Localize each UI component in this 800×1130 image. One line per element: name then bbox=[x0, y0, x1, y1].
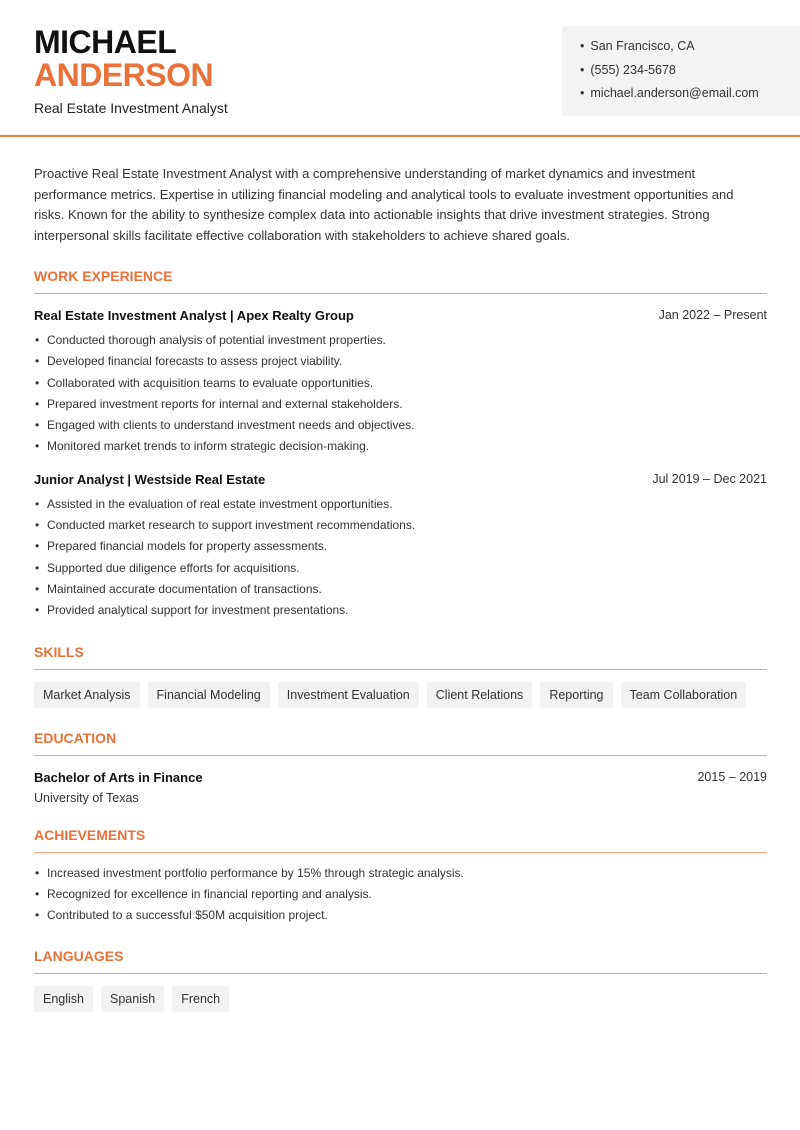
language-tag: English bbox=[34, 986, 93, 1012]
bullet-item: • Assisted in the evaluation of real estate investment opportunities. bbox=[34, 494, 767, 515]
section-title-achievements: ACHIEVEMENTS bbox=[34, 827, 767, 853]
bullet-item: • Maintained accurate documentation of transactions. bbox=[34, 579, 767, 600]
job-title: Junior Analyst | Westside Real Estate bbox=[34, 471, 266, 487]
job-list bbox=[34, 308, 767, 622]
skill-tag: Team Collaboration bbox=[621, 682, 747, 708]
language-tag: French bbox=[172, 986, 229, 1012]
last-name: ANDERSON bbox=[34, 57, 214, 93]
achievement-item: • Contributed to a successful $50M acquisition project. bbox=[34, 905, 767, 926]
job-date: Jul 2019 – Dec 2021 bbox=[652, 471, 767, 486]
bullet-item: • Supported due diligence efforts for acquisitions. bbox=[34, 558, 767, 579]
skill-tag: Investment Evaluation bbox=[278, 682, 419, 708]
achievement-item: • Recognized for excellence in financial reporting and analysis. bbox=[34, 884, 767, 905]
language-tag: Spanish bbox=[101, 986, 164, 1012]
contact-box bbox=[562, 26, 800, 116]
bullet-item: • Collaborated with acquisition teams to evaluate opportunities. bbox=[34, 373, 767, 394]
section-title-work: WORK EXPERIENCE bbox=[34, 268, 767, 294]
job-header bbox=[34, 308, 767, 323]
resume-header bbox=[0, 0, 800, 137]
skills-list bbox=[34, 682, 767, 708]
bullet-item: • Developed financial forecasts to assess project viability. bbox=[34, 351, 767, 372]
degree: Bachelor of Arts in Finance bbox=[34, 769, 203, 785]
section-title-skills: SKILLS bbox=[34, 644, 767, 670]
job-role: Real Estate Investment Analyst bbox=[34, 100, 228, 116]
section-title-education: EDUCATION bbox=[34, 730, 767, 756]
section-title-languages: LANGUAGES bbox=[34, 948, 767, 974]
job-header bbox=[34, 472, 767, 487]
contact-email: • michael.anderson@email.com bbox=[580, 85, 800, 109]
job-bullets bbox=[34, 494, 767, 622]
achievements-list bbox=[34, 863, 767, 927]
contact-phone: • (555) 234-5678 bbox=[580, 62, 800, 86]
bullet-item: • Monitored market trends to inform strategic decision-making. bbox=[34, 436, 767, 457]
languages-list bbox=[34, 986, 767, 1012]
education-entry bbox=[34, 770, 767, 785]
bullet-item: • Conducted market research to support investment recommendations. bbox=[34, 515, 767, 536]
contact-location: • San Francisco, CA bbox=[580, 38, 800, 62]
skill-tag: Market Analysis bbox=[34, 682, 140, 708]
bullet-item: • Conducted thorough analysis of potential investment properties. bbox=[34, 330, 767, 351]
bullet-item: • Prepared investment reports for internal and external stakeholders. bbox=[34, 394, 767, 415]
job-date: Jan 2022 – Present bbox=[658, 308, 767, 322]
skill-tag: Financial Modeling bbox=[148, 682, 270, 708]
job-bullets bbox=[34, 330, 767, 458]
bullet-item: • Provided analytical support for investment presentations. bbox=[34, 600, 767, 621]
skill-tag: Reporting bbox=[540, 682, 612, 708]
bullet-item: • Prepared financial models for property assessments. bbox=[34, 536, 767, 557]
bullet-item: • Engaged with clients to understand investment needs and objectives. bbox=[34, 415, 767, 436]
summary: Proactive Real Estate Investment Analyst with a comprehensive understanding of market dynamics and investment performance metrics. Expertise in utilizing financial modeling and analytical tools to evaluate investment opportunities and risks. Known for the ability to synthesize complex data into actionable insights that drive investment strategies. Strong interpersonal skills facilitate effective collaboration with stakeholders to achieve shared goals. bbox=[34, 166, 734, 243]
job-title: Real Estate Investment Analyst | Apex Realty Group bbox=[34, 308, 354, 323]
school: University of Texas bbox=[34, 790, 139, 805]
education-date: 2015 – 2019 bbox=[697, 769, 767, 784]
skill-tag: Client Relations bbox=[427, 682, 533, 708]
achievement-item: • Increased investment portfolio performance by 15% through strategic analysis. bbox=[34, 863, 767, 884]
first-name: MICHAEL bbox=[34, 24, 177, 60]
